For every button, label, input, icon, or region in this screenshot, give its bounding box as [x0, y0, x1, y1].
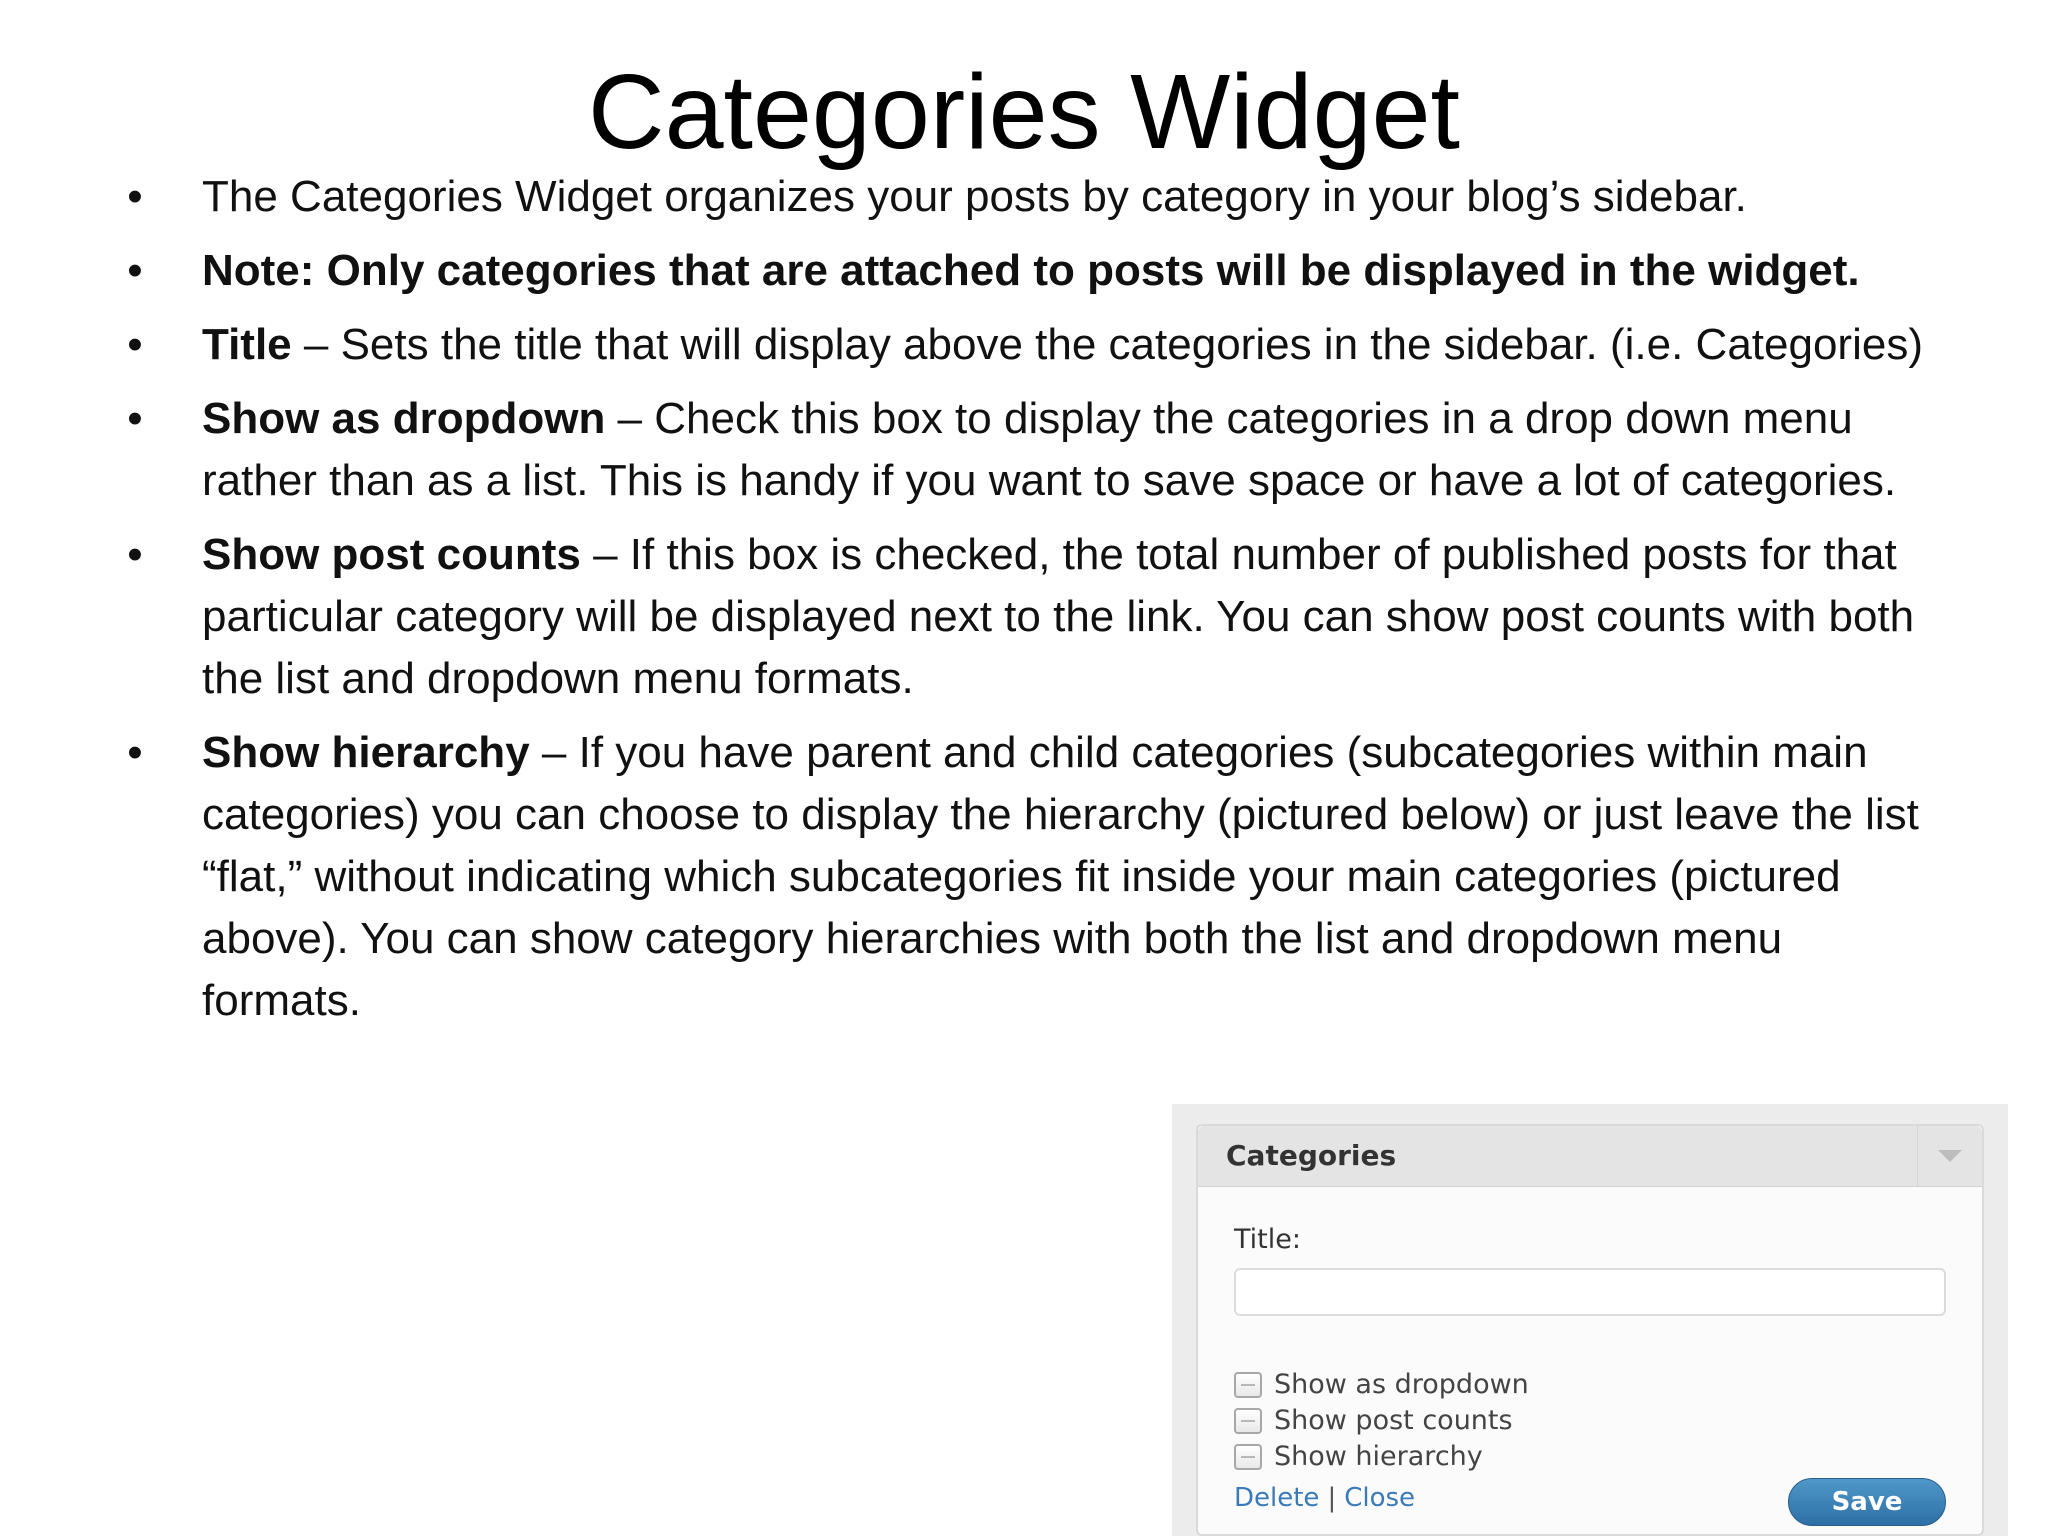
bullet-bold-text: Show post counts: [202, 530, 581, 579]
bullet-icon: •: [127, 172, 143, 221]
bullet-bold-text: Show hierarchy: [202, 728, 530, 777]
save-button[interactable]: Save: [1788, 1478, 1946, 1526]
bullet-text: [202, 394, 1896, 505]
widget-header-title: Categories: [1226, 1139, 1397, 1172]
bullet-icon: •: [127, 246, 143, 295]
widget-header[interactable]: [1198, 1126, 1982, 1187]
bullet-plain-text: – If this box is checked, the total number of published posts for that particular category will be displayed next to the link. You can show post counts with both the list and dropdown menu formats.: [202, 530, 1915, 703]
bullet-icon: •: [127, 728, 143, 777]
title-input[interactable]: [1234, 1268, 1946, 1316]
triangle-down-icon: [1938, 1150, 1962, 1162]
categories-widget-panel: [1196, 1124, 1984, 1536]
slide-title: Categories Widget: [588, 53, 1460, 171]
show-post-counts-label[interactable]: Show post counts: [1274, 1405, 1513, 1436]
widget-toggle-button[interactable]: [1917, 1126, 1982, 1186]
bullet-plain-text: The Categories Widget organizes your posts by category in your blog’s sidebar.: [202, 172, 1747, 221]
bullet-icon: •: [127, 530, 143, 579]
show-as-dropdown-label[interactable]: Show as dropdown: [1274, 1369, 1529, 1400]
bullet-list: [120, 166, 1940, 1044]
bullet-icon: •: [127, 394, 143, 443]
bullet-plain-text: – Check this box to display the categories in a drop down menu rather than as a list. This is handy if you want to save space or have a lot of categories.: [202, 394, 1897, 505]
show-post-counts-option[interactable]: [1234, 1404, 1513, 1438]
bullet-item-title: [120, 314, 1940, 376]
bullet-item-show-hierarchy: [120, 722, 1940, 1032]
bullet-plain-text: – If you have parent and child categories (subcategories within main categories) you can choose to display the hierarchy (pictured below) or just leave the list “flat,” without indicating which subcategories fit inside your main categories (pictured above). You can show category hierarchies with both the list and dropdown menu formats.: [202, 728, 1919, 1025]
bullet-icon: •: [127, 320, 143, 369]
bullet-bold-text: Note: Only categories that are attached to posts will be displayed in the widget.: [202, 246, 1860, 295]
bullet-item-intro: [120, 166, 1940, 228]
bullet-item-show-as-dropdown: [120, 388, 1940, 512]
bullet-item-note: [120, 240, 1940, 302]
show-hierarchy-checkbox[interactable]: [1234, 1444, 1262, 1470]
bullet-plain-text: – Sets the title that will display above the categories in the sidebar. (i.e. Categories): [291, 320, 1923, 369]
show-hierarchy-option[interactable]: [1234, 1440, 1483, 1474]
title-field-label: Title:: [1234, 1224, 1301, 1255]
bullet-text: [202, 172, 1747, 221]
show-as-dropdown-option[interactable]: [1234, 1368, 1529, 1402]
close-link[interactable]: Close: [1344, 1483, 1416, 1513]
bullet-text: [202, 722, 1922, 1032]
show-post-counts-checkbox[interactable]: [1234, 1408, 1262, 1434]
bullet-text: [202, 320, 1923, 369]
widget-screenshot: [1172, 1104, 2008, 1536]
bullet-bold-text: Show as dropdown: [202, 394, 606, 443]
widget-footer-links: [1234, 1478, 1415, 1518]
show-as-dropdown-checkbox[interactable]: [1234, 1372, 1262, 1398]
bullet-item-show-post-counts: [120, 524, 1940, 710]
delete-link[interactable]: Delete: [1234, 1483, 1320, 1513]
link-separator: |: [1327, 1483, 1337, 1513]
bullet-text: [202, 530, 1914, 703]
show-hierarchy-label[interactable]: Show hierarchy: [1274, 1441, 1483, 1472]
bullet-bold-text: Title: [202, 320, 292, 369]
bullet-text: [202, 246, 1860, 295]
